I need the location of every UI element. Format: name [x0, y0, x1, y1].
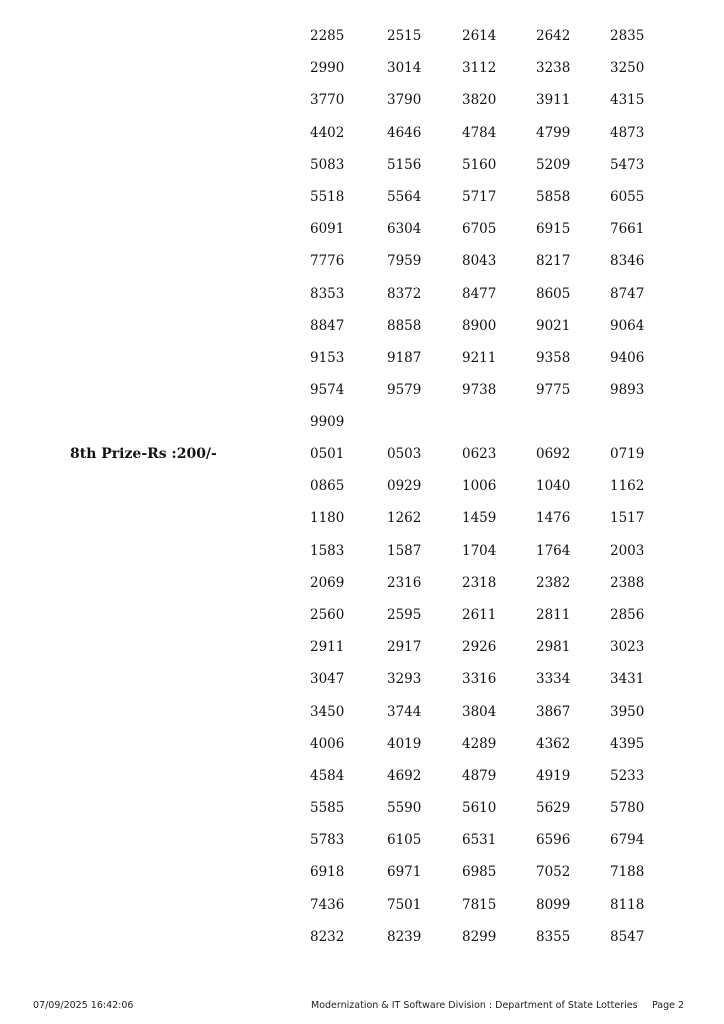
ticket-number: 0719 [610, 446, 645, 462]
number-row [0, 280, 724, 312]
ticket-number: 4919 [536, 767, 571, 784]
number-row [0, 504, 724, 536]
ticket-number: 5209 [536, 156, 571, 173]
ticket-number: 6918 [310, 864, 345, 881]
ticket-number: 5717 [462, 188, 497, 205]
ticket-number: 2917 [387, 639, 422, 656]
ticket-number: 9187 [387, 349, 422, 366]
ticket-number: 1704 [462, 542, 497, 559]
ticket-number: 1006 [462, 478, 497, 495]
division-credit: Modernization & IT Software Division : Department of State Lotteries [311, 1000, 638, 1011]
ticket-number: 8372 [387, 285, 422, 302]
ticket-number: 4784 [462, 124, 497, 141]
ticket-number: 6596 [536, 832, 571, 849]
ticket-number: 5585 [310, 800, 345, 817]
ticket-number: 3950 [610, 703, 645, 720]
ticket-number: 3047 [310, 671, 345, 688]
ticket-number: 3820 [462, 92, 497, 109]
number-row [0, 344, 724, 376]
ticket-number: 7436 [310, 896, 345, 913]
ticket-number: 2926 [462, 639, 497, 656]
ticket-number: 3334 [536, 671, 571, 688]
ticket-number: 2611 [462, 606, 497, 623]
eighth-prize-label: 8th Prize-Rs :200/- [70, 446, 217, 462]
ticket-number: 5473 [610, 156, 645, 173]
ticket-number: 3431 [610, 671, 645, 688]
ticket-number: 5783 [310, 832, 345, 849]
ticket-number: 3804 [462, 703, 497, 720]
number-row [0, 923, 724, 955]
ticket-number: 5858 [536, 188, 571, 205]
ticket-number: 6304 [387, 221, 422, 238]
ticket-number: 5629 [536, 800, 571, 817]
ticket-number: 1476 [536, 510, 571, 527]
number-row [0, 376, 724, 408]
ticket-number: 2515 [387, 28, 422, 44]
ticket-number: 8239 [387, 928, 422, 945]
ticket-number: 8299 [462, 928, 497, 945]
ticket-number: 2388 [610, 574, 645, 591]
ticket-number: 4879 [462, 767, 497, 784]
number-row [0, 891, 724, 923]
ticket-number: 3790 [387, 92, 422, 109]
number-row [0, 54, 724, 86]
ticket-number: 3867 [536, 703, 571, 720]
ticket-number: 8099 [536, 896, 571, 913]
ticket-number: 3023 [610, 639, 645, 656]
ticket-number: 2595 [387, 606, 422, 623]
ticket-number: 6105 [387, 832, 422, 849]
page-number: Page 2 [652, 1000, 685, 1011]
ticket-number: 3238 [536, 60, 571, 77]
ticket-number: 4362 [536, 735, 571, 752]
ticket-number: 8353 [310, 285, 345, 302]
number-row [0, 440, 724, 472]
number-row [0, 86, 724, 118]
ticket-number: 8547 [610, 928, 645, 945]
ticket-number: 8847 [310, 317, 345, 334]
ticket-number: 0503 [387, 446, 422, 462]
ticket-number: 7776 [310, 253, 345, 270]
ticket-number: 6915 [536, 221, 571, 238]
ticket-number: 6985 [462, 864, 497, 881]
ticket-number: 6971 [387, 864, 422, 881]
ticket-number: 2318 [462, 574, 497, 591]
ticket-number: 4646 [387, 124, 422, 141]
ticket-number: 3014 [387, 60, 422, 77]
ticket-number: 7501 [387, 896, 422, 913]
ticket-number: 3450 [310, 703, 345, 720]
ticket-number: 5083 [310, 156, 345, 173]
ticket-number: 6531 [462, 832, 497, 849]
ticket-number: 2856 [610, 606, 645, 623]
continued-prize-numbers [0, 22, 724, 440]
ticket-number: 7052 [536, 864, 571, 881]
ticket-number: 1459 [462, 510, 497, 527]
ticket-number: 1262 [387, 510, 422, 527]
ticket-number: 4289 [462, 735, 497, 752]
number-row [0, 858, 724, 890]
ticket-number: 6055 [610, 188, 645, 205]
ticket-number: 5160 [462, 156, 497, 173]
number-row [0, 472, 724, 504]
ticket-number: 8232 [310, 928, 345, 945]
ticket-number: 9211 [462, 349, 497, 366]
number-row [0, 601, 724, 633]
ticket-number: 3112 [462, 60, 497, 77]
ticket-number: 9909 [310, 414, 345, 431]
number-row [0, 633, 724, 665]
ticket-number: 3250 [610, 60, 645, 77]
ticket-number: 8355 [536, 928, 571, 945]
number-row [0, 698, 724, 730]
number-row [0, 183, 724, 215]
ticket-number: 3911 [536, 92, 571, 109]
ticket-number: 8605 [536, 285, 571, 302]
ticket-number: 2835 [610, 28, 645, 44]
ticket-number: 9579 [387, 382, 422, 399]
ticket-number: 7188 [610, 864, 645, 881]
ticket-number: 3316 [462, 671, 497, 688]
ticket-number: 4006 [310, 735, 345, 752]
ticket-number: 4799 [536, 124, 571, 141]
print-timestamp: 07/09/2025 16:42:06 [33, 1000, 134, 1011]
number-row [0, 22, 724, 54]
ticket-number: 2560 [310, 606, 345, 623]
ticket-number: 0623 [462, 446, 497, 462]
ticket-number: 7815 [462, 896, 497, 913]
ticket-number: 3770 [310, 92, 345, 109]
ticket-number: 4395 [610, 735, 645, 752]
ticket-number: 8217 [536, 253, 571, 270]
eighth-prize-numbers [0, 440, 724, 955]
ticket-number: 0929 [387, 478, 422, 495]
ticket-number: 3293 [387, 671, 422, 688]
number-row [0, 730, 724, 762]
ticket-number: 1583 [310, 542, 345, 559]
ticket-number: 5564 [387, 188, 422, 205]
ticket-number: 4402 [310, 124, 345, 141]
ticket-number: 5156 [387, 156, 422, 173]
ticket-number: 8043 [462, 253, 497, 270]
ticket-number: 2069 [310, 574, 345, 591]
ticket-number: 1517 [610, 510, 645, 527]
ticket-number: 2990 [310, 60, 345, 77]
ticket-number: 2642 [536, 28, 571, 44]
ticket-number: 0501 [310, 446, 345, 462]
number-row [0, 215, 724, 247]
ticket-number: 7959 [387, 253, 422, 270]
ticket-number: 2285 [310, 28, 345, 44]
ticket-number: 9021 [536, 317, 571, 334]
ticket-number: 1180 [310, 510, 345, 527]
ticket-number: 9406 [610, 349, 645, 366]
ticket-number: 9738 [462, 382, 497, 399]
ticket-number: 2811 [536, 606, 571, 623]
ticket-number: 1587 [387, 542, 422, 559]
number-row [0, 247, 724, 279]
ticket-number: 4873 [610, 124, 645, 141]
ticket-number: 9574 [310, 382, 345, 399]
ticket-number: 1040 [536, 478, 571, 495]
number-row [0, 826, 724, 858]
number-row [0, 119, 724, 151]
ticket-number: 5590 [387, 800, 422, 817]
number-row [0, 312, 724, 344]
ticket-number: 5518 [310, 188, 345, 205]
ticket-number: 8747 [610, 285, 645, 302]
number-row [0, 408, 724, 440]
ticket-number: 5233 [610, 767, 645, 784]
number-row [0, 762, 724, 794]
ticket-number: 9775 [536, 382, 571, 399]
ticket-number: 9893 [610, 382, 645, 399]
ticket-number: 3744 [387, 703, 422, 720]
ticket-number: 4019 [387, 735, 422, 752]
ticket-number: 9064 [610, 317, 645, 334]
ticket-number: 4315 [610, 92, 645, 109]
ticket-number: 8477 [462, 285, 497, 302]
ticket-number: 1764 [536, 542, 571, 559]
number-row [0, 794, 724, 826]
ticket-number: 8118 [610, 896, 645, 913]
ticket-number: 4692 [387, 767, 422, 784]
number-row [0, 665, 724, 697]
ticket-number: 9358 [536, 349, 571, 366]
ticket-number: 2911 [310, 639, 345, 656]
ticket-number: 8858 [387, 317, 422, 334]
ticket-number: 2981 [536, 639, 571, 656]
ticket-number: 6091 [310, 221, 345, 238]
ticket-number: 8900 [462, 317, 497, 334]
ticket-number: 9153 [310, 349, 345, 366]
ticket-number: 6794 [610, 832, 645, 849]
ticket-number: 1162 [610, 478, 645, 495]
ticket-number: 0692 [536, 446, 571, 462]
number-row [0, 537, 724, 569]
ticket-number: 4584 [310, 767, 345, 784]
number-row [0, 151, 724, 183]
ticket-number: 2382 [536, 574, 571, 591]
ticket-number: 7661 [610, 221, 645, 238]
ticket-number: 2003 [610, 542, 645, 559]
ticket-number: 2316 [387, 574, 422, 591]
ticket-number: 0865 [310, 478, 345, 495]
number-row [0, 569, 724, 601]
ticket-number: 5780 [610, 800, 645, 817]
ticket-number: 6705 [462, 221, 497, 238]
ticket-number: 8346 [610, 253, 645, 270]
ticket-number: 2614 [462, 28, 497, 44]
ticket-number: 5610 [462, 800, 497, 817]
